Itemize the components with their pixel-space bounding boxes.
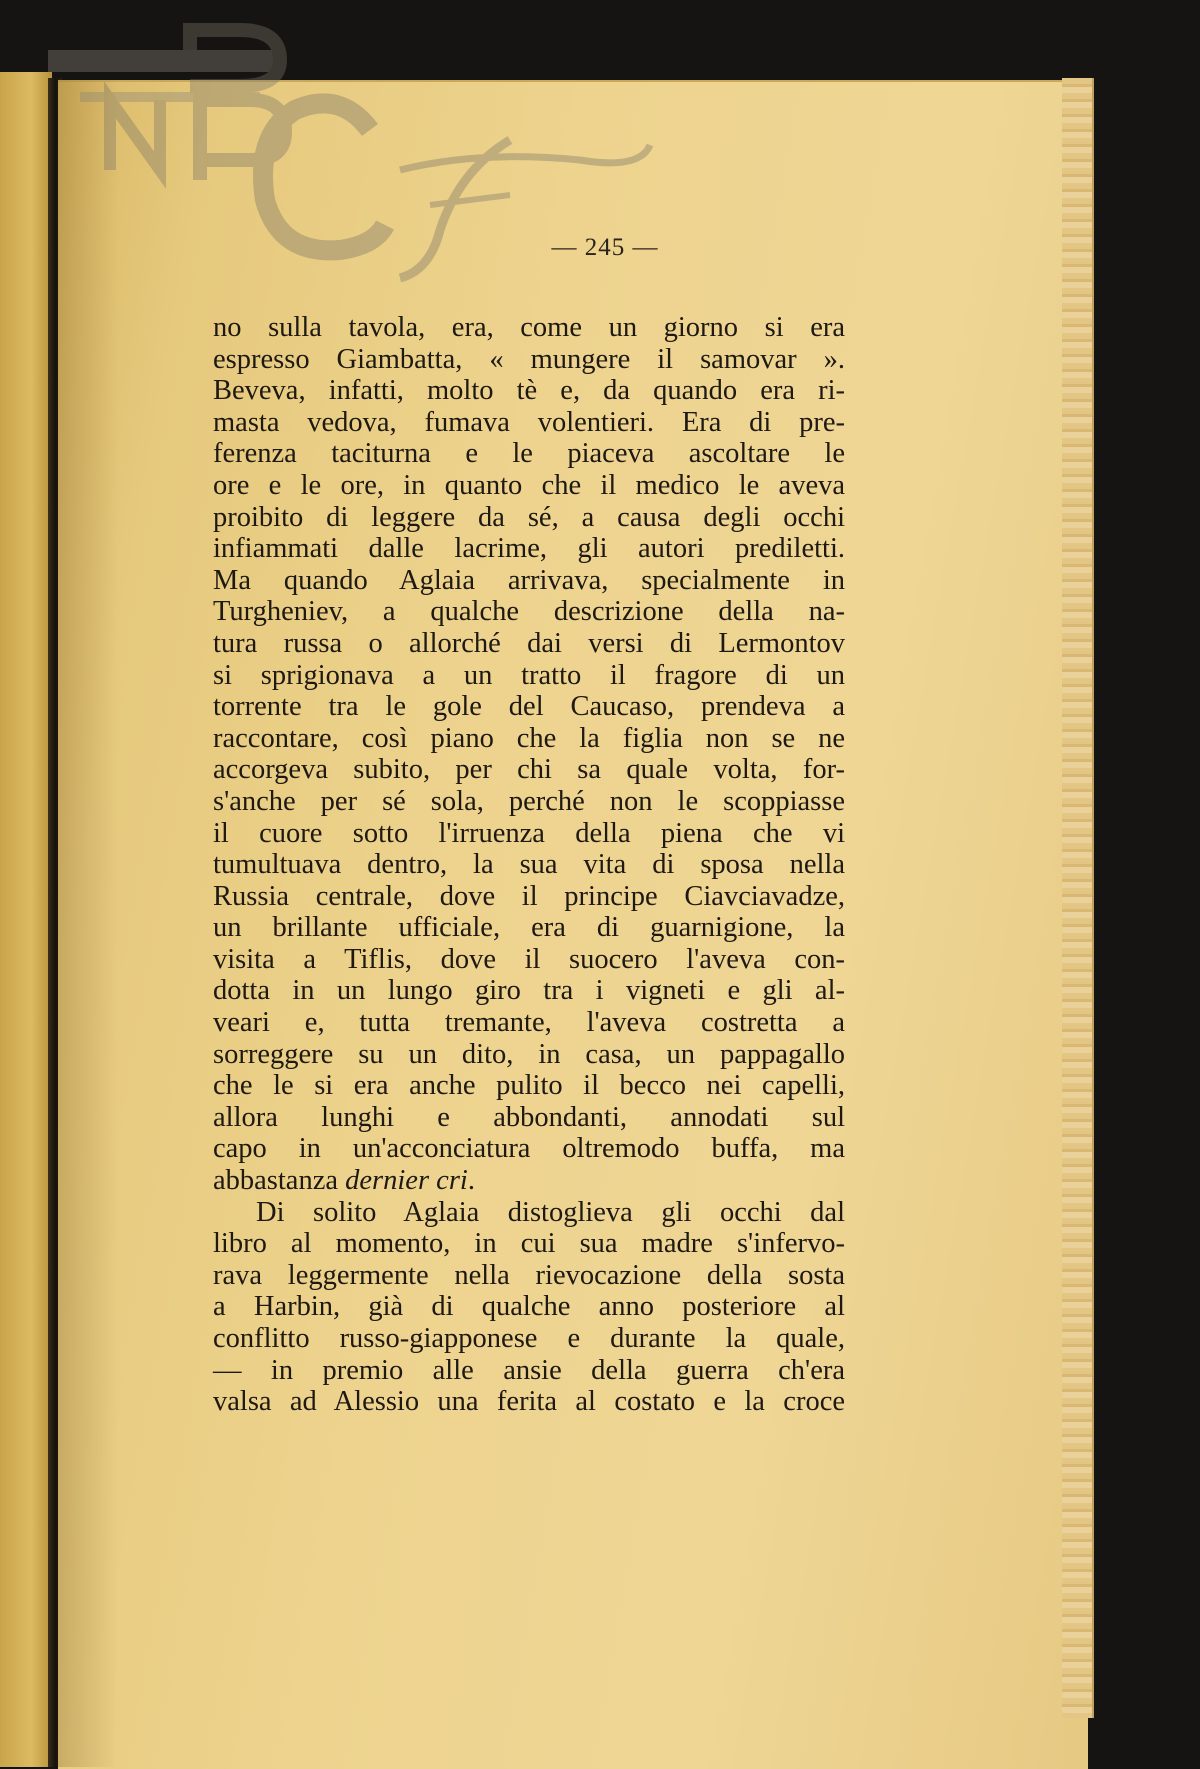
text-line: masta vedova, fumava volentieri. Era di pre- [213,406,845,438]
text-line: un brillante ufficiale, era di guarnigione, la [213,912,845,944]
text-line: accorgeva subito, per chi sa quale volta, for- [213,754,845,786]
text-line: il cuore sotto l'irruenza della piena che vi [213,817,845,849]
text-line: proibito di leggere da sé, a causa degli occhi [213,501,845,533]
text-line: Beveva, infatti, molto tè e, da quando era ri- [213,375,845,407]
body-text [213,312,845,1418]
text-line: veari e, tutta tremante, l'aveva costretta a [213,1007,845,1039]
text-line: Ma quando Aglaia arrivava, specialmente in [213,564,845,596]
page-number: — 245 — [551,234,659,261]
text-line: infiammati dalle lacrime, gli autori prediletti. [213,533,845,565]
text-line: che le si era anche pulito il becco nei capelli, [213,1070,845,1102]
text-line: conflitto russo-giapponese e durante la quale, [213,1323,845,1354]
text-line: valsa ad Alessio una ferita al costato e la croce [213,1386,845,1418]
text-line: ore e le ore, in quanto che il medico le aveva [213,469,845,501]
left-page-edge [0,72,52,1767]
text-line: Turgheniev, a qualche descrizione della na- [213,596,845,628]
page-shadow [58,80,118,1767]
text-line: a Harbin, già di qualche anno posteriore al [213,1291,845,1323]
text-line: torrente tra le gole del Caucaso, prendeva a [213,691,845,723]
text-line: rava leggermente nella rievocazione della sosta [213,1259,845,1291]
text-line-prefix: abbastanza [213,1165,346,1197]
text-line: tumultuava dentro, la sua vita di sposa nella [213,849,845,881]
text-line-suffix: . [467,1165,475,1197]
text-line-last [213,1165,845,1197]
text-line: visita a Tiflis, dove il suocero l'aveva con- [213,943,845,975]
text-line: Russia centrale, dove il principe Ciavciavadze, [213,880,845,912]
text-line: allora lunghi e abbondanti, annodati sul [213,1101,845,1133]
text-line: — in premio alle ansie della guerra ch'era [213,1354,845,1386]
text-line: dotta in un lungo giro tra i vigneti e gli al- [213,975,845,1007]
text-line: espresso Giambatta, « mungere il samovar ». [213,343,845,375]
text-line: ferenza taciturna e le piaceva ascoltare le [213,438,845,470]
text-line: no sulla tavola, era, come un giorno si era [213,312,845,343]
text-line: raccontare, così piano che la figlia non se ne [213,722,845,754]
deckled-page-edge [1062,78,1094,1718]
text-line: si sprigionava a un tratto il fragore di un [213,659,845,691]
text-line: s'anche per sé sola, perché non le scoppiasse [213,785,845,817]
italic-phrase: dernier cri [345,1165,468,1197]
text-line: tura russa o allorché dai versi di Lermontov [213,627,845,659]
text-line: Di solito Aglaia distoglieva gli occhi dal [256,1196,845,1228]
text-line: sorreggere su un dito, in casa, un pappagallo [213,1038,845,1070]
text-line: capo in un'acconciatura oltremodo buffa, ma [213,1133,845,1165]
text-line: libro al momento, in cui sua madre s'infervo- [213,1228,845,1260]
